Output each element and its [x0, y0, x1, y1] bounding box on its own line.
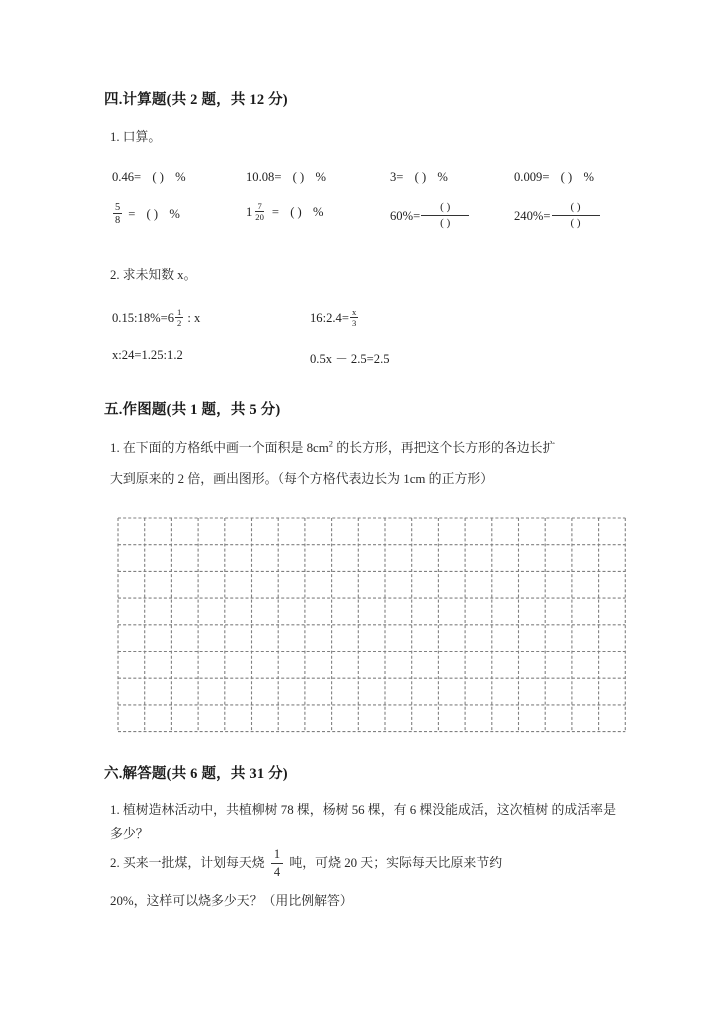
oral-calc-unit: %: [169, 206, 180, 221]
oral-calc-item-5: [112, 202, 180, 226]
section-heading-drawing: 五.作图题(共 1 题，共 5 分): [104, 402, 281, 418]
answering-problem-1-line-1: 1. 植树造林活动中，共植柳树 78 棵，杨树 56 棵，有 6 棵没能成活，这次植树: [110, 803, 549, 817]
answering-problem-2-part-b: 吨，可烧 20 天；实际每天比原来节约: [289, 856, 503, 871]
oral-calc-unit: %: [313, 204, 324, 219]
oral-calc-item-4: [514, 170, 594, 185]
oral-calc-unit: %: [175, 170, 186, 184]
equals-sign: =: [128, 206, 136, 221]
mixed-number-1-and-7-over-20: 1 $\frac{7}{20}$: [246, 200, 264, 222]
answering-problem-2-line-1: [110, 848, 622, 881]
fraction-5-over-8: $\frac{5}{8}$: [115, 201, 121, 226]
answer-blank[interactable]: ( ): [290, 204, 302, 219]
calculation-problem-2-label: 2. 求未知数 x。: [110, 268, 197, 282]
grid-paper-svg[interactable]: [117, 517, 626, 733]
fraction-answer-blank[interactable]: $\frac{( )}{( )}$: [552, 201, 600, 229]
oral-calc-unit: %: [437, 170, 448, 184]
equals-sign: =: [413, 208, 421, 223]
answer-blank[interactable]: ( ): [414, 170, 427, 184]
answering-problem-2-part-a: 2. 买来一批煤，计划每天烧: [110, 856, 265, 871]
equation-3: [112, 348, 183, 363]
oral-calc-item-7: [390, 202, 469, 230]
answer-blank[interactable]: ( ): [560, 170, 573, 184]
section-heading-calculation: 四.计算题(共 2 题，共 12 分): [104, 92, 288, 108]
equation-expression: x:24=1.25:1.2: [112, 348, 183, 362]
oral-calc-expr: 10.08=: [246, 170, 282, 184]
answering-problem-1: [110, 798, 622, 846]
equation-2: [310, 308, 359, 328]
equals-sign: =: [271, 204, 279, 219]
oral-calc-expr: 3=: [390, 170, 404, 184]
equation-expression: 0.5x － 2.5=2.5: [310, 352, 390, 366]
drawing-problem-1-text: [110, 432, 622, 464]
oral-calc-expr: 0.46=: [112, 170, 142, 184]
oral-calc-item-8: [514, 202, 600, 230]
equation-1: [112, 308, 200, 328]
fraction-x-over-3: $\frac{x}{3}$: [351, 306, 357, 328]
drawing-text-part-a: 1. 在下面的方格纸中画一个面积是 8cm: [110, 441, 329, 455]
equation-left: 0.15:18%=6: [112, 310, 175, 325]
oral-calc-row-1: [112, 170, 632, 196]
oral-calc-item-1: [112, 170, 186, 185]
superscript-squared: 2: [328, 438, 334, 449]
drawing-text-part-b: 的长方形，再把这个长方形的各边长扩: [333, 441, 556, 455]
oral-calc-expr: 0.009=: [514, 170, 550, 184]
answer-blank[interactable]: ( ): [152, 170, 164, 184]
equation-left: 16:2.4=: [310, 310, 349, 325]
oral-calc-unit: %: [315, 170, 326, 184]
drawing-problem-1-text-line2: 大到原来的 2 倍，画出图形。（每个方格代表边长为 1cm 的正方形）: [110, 472, 494, 486]
grid-paper[interactable]: [117, 517, 626, 733]
section-heading-answering: 六.解答题(共 6 题，共 31 分): [104, 766, 288, 782]
equation-4: [310, 348, 390, 367]
oral-calc-item-2: [246, 170, 326, 185]
oral-calc-unit: %: [583, 170, 594, 184]
calculation-problem-1-label: 1. 口算。: [110, 130, 162, 144]
answer-blank[interactable]: ( ): [292, 170, 305, 184]
oral-calc-row-2: [112, 202, 632, 228]
fraction-1-over-2: $\frac{1}{2}$: [177, 306, 182, 328]
fraction-7-over-20: $\frac{7}{20}$: [255, 200, 264, 222]
answering-problem-1-line-2: 的成活率是多少？: [110, 803, 616, 841]
answering-problem-2-line-2: 20%，这样可以烧多少天？（用比例解答）: [110, 894, 353, 908]
oral-calc-item-3: [390, 170, 448, 185]
answer-blank[interactable]: ( ): [146, 206, 159, 221]
fraction-1-over-4: $\frac{1}{4}$: [271, 847, 283, 880]
equals-sign: =: [543, 208, 551, 223]
percent-expr: 240%: [514, 208, 544, 223]
oral-calc-item-6: [246, 202, 324, 222]
equation-right: : x: [187, 310, 201, 325]
percent-expr: 60%: [390, 208, 414, 223]
fraction-answer-blank[interactable]: $\frac{( )}{( )}$: [421, 201, 469, 229]
